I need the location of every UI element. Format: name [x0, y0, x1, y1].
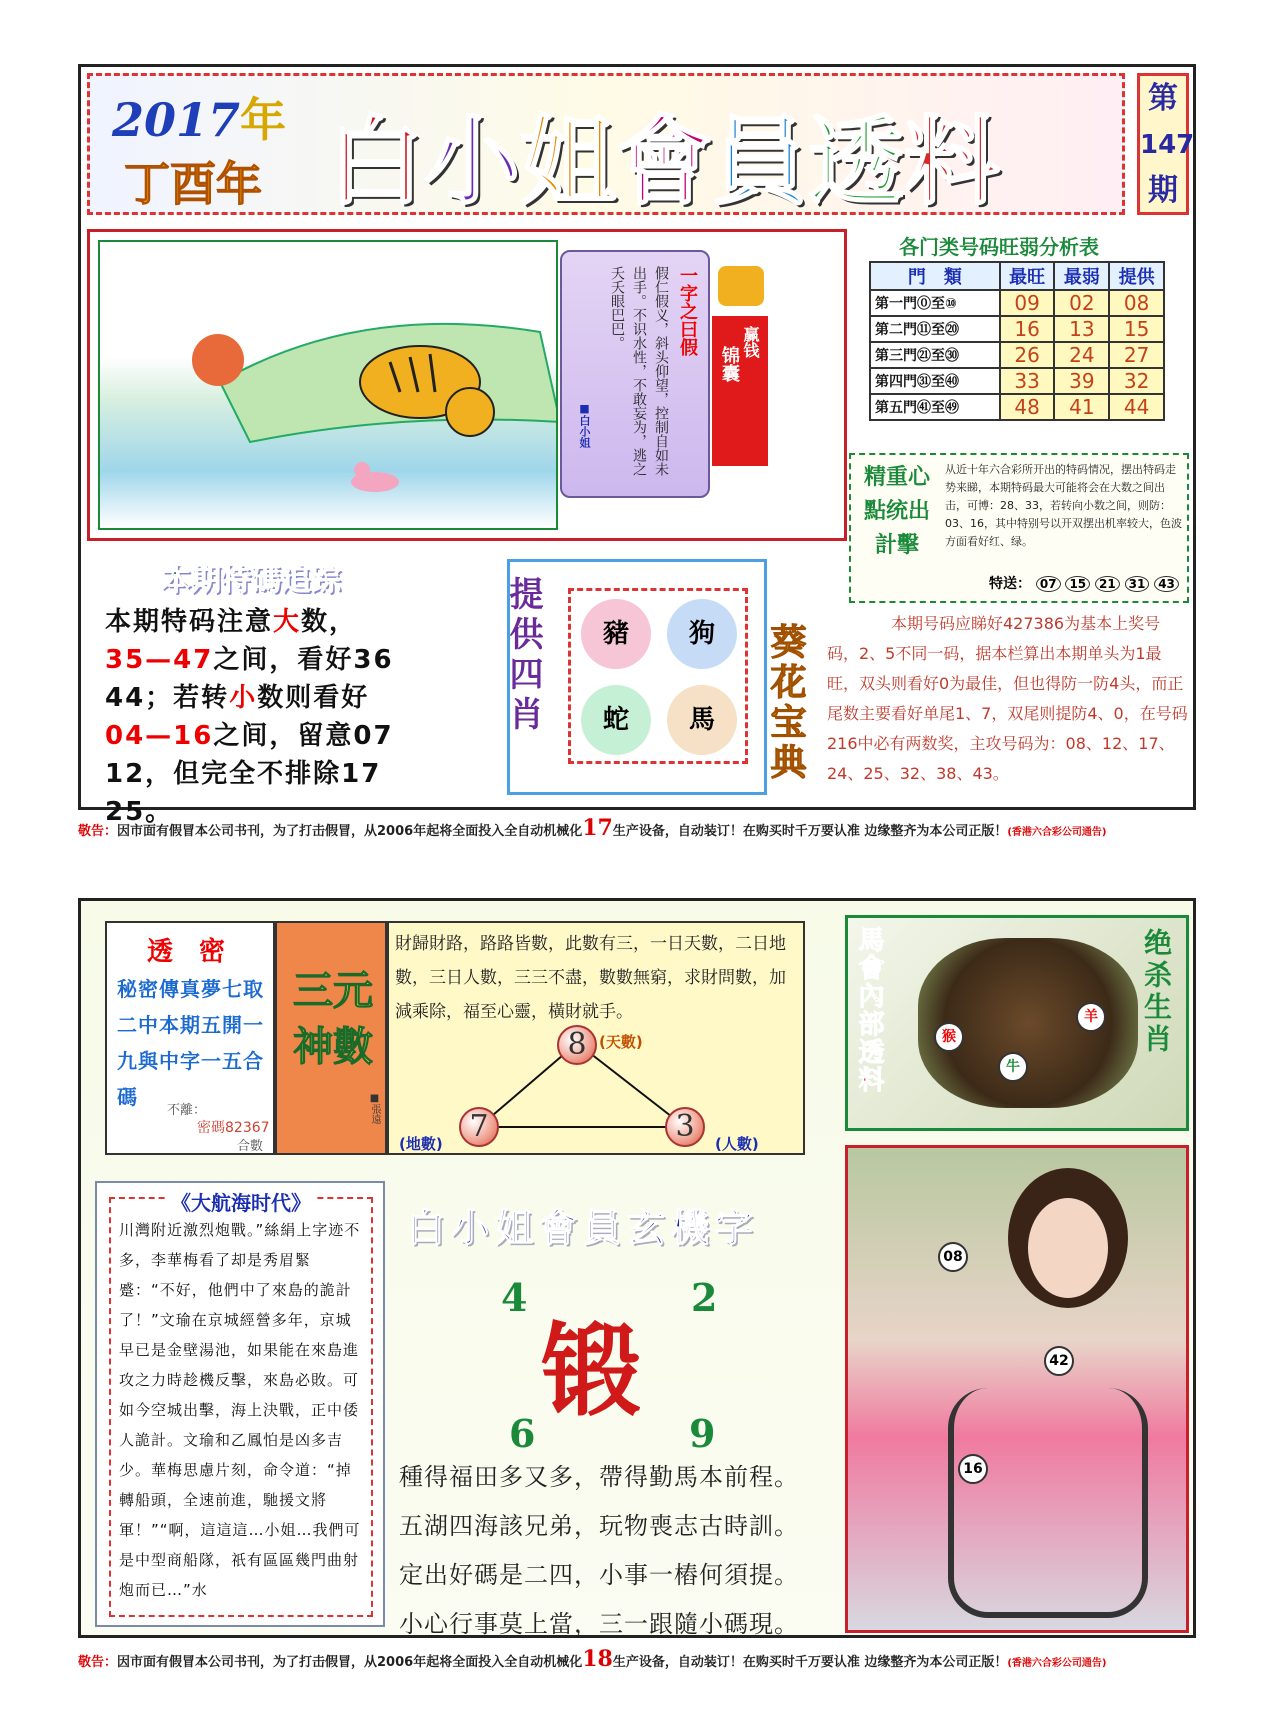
zodiac-tag: 牛	[998, 1052, 1028, 1082]
sanyuan-title: 三元神數	[293, 968, 373, 1070]
brocade-bag: 锦囊 赢钱	[712, 316, 768, 466]
number-tag: 16	[958, 1454, 988, 1484]
tiger-picture	[98, 240, 558, 530]
horse-side-title: 绝杀生肖	[1140, 928, 1173, 1056]
page-18	[78, 898, 1196, 1638]
scroll-text: 假仁假义，斜头仰望，控制自如未出手。不识水性，不敢妄为，逃之夭夭眼巴巴。	[609, 266, 669, 476]
sanyuan-text: 財歸財路，路路皆數，此數有三，一日天數，二日地數，三日人數，三三不盡，數數無窮，求財問數，加減乘除，福至心靈，橫財就手。	[395, 934, 786, 1022]
stats-row: 第一門⓪至⑩ 09 02 08	[870, 290, 1164, 316]
zodiac-pig-icon: 豬	[581, 599, 651, 669]
zodiac-dog-icon: 狗	[667, 599, 737, 669]
scroll-author: ■白小姐	[578, 402, 591, 448]
horse-title: 馬會內部透料	[854, 926, 884, 1094]
special-numbers: 特送： 07 15 21 31 43	[989, 573, 1179, 593]
page-17	[78, 64, 1196, 827]
story-title: 《大航海时代》	[167, 1187, 315, 1216]
zodiac-snake-icon: 蛇	[581, 685, 651, 755]
mystic-number: 9	[689, 1411, 716, 1456]
stats-header-row: 門 類 最旺 最弱 提供	[870, 262, 1164, 290]
human-number: 3	[665, 1107, 705, 1147]
bag-icon	[718, 266, 764, 306]
sanyuan-triangle	[389, 923, 807, 1157]
masthead	[87, 73, 1125, 218]
mystic-poem: 種得福田多又多，帶得勤馬本前程。 五湖四海該兄弟，玩物喪志古時訓。 定出好碼是二四，小事一樁何須提。 小心行事莫上當，三一跟隨小碼現。	[399, 1463, 799, 1638]
four-zodiac-box	[503, 559, 767, 795]
masthead-title: 白小姐會員透料	[328, 106, 1000, 218]
bicycle-shape	[948, 1388, 1148, 1618]
focus-box	[849, 453, 1189, 603]
girl-photo	[845, 1145, 1189, 1633]
sunflower-title: 葵花宝典	[765, 623, 806, 783]
stats-row: 第三門㉑至㉚ 26 24 27	[870, 342, 1164, 368]
tiger-illustration-frame	[87, 229, 847, 541]
mystic-number: 2	[691, 1275, 718, 1320]
heaven-number: 8	[557, 1025, 597, 1065]
number-tag: 08	[938, 1242, 968, 1272]
tracking-text: 本期特码注意大数， 35—47之间，看好36 44；若转小数则看好 04—16之间，留意07 12，但完全不排除17 25。	[105, 607, 394, 827]
mystic-number: 4	[501, 1275, 528, 1320]
zodiac-tag: 羊	[1076, 1002, 1106, 1032]
number-tag: 42	[1044, 1346, 1074, 1376]
scroll-banner	[560, 250, 710, 498]
mystic-character: 锻	[541, 1312, 641, 1430]
story-text: 川灣附近激烈炮戰。”絲絹上字迹不多，李華梅看了却是秀眉緊蹙：“不好，他們中了來島的詭計了！”文瑜在京城經營多年，京城早已是金壁湯池，如果能在來島進攻之力時趁機反擊，來島必敗。可如今空城出擊，海上決戰，正中倭人詭計。文瑜和乙鳳怕是凶多吉少。華梅思慮片刻，命令道：“掉轉船頭，全速前進，馳援文將軍！”“啊，這這這…小姐…我們可是中型商船隊，祇有區區幾門曲射炮而已…”水	[119, 1221, 361, 1599]
mystic-title: 白小姐會員玄機字	[407, 1206, 760, 1250]
tiger-drawing	[100, 242, 558, 530]
notice-bar-bottom: 敬告：因市面有假冒本公司书刊，为了打击假冒，从2006年起将全面投入全自动机械化18生产设备，自动装订！在购买时千万要认准 边缘整齐为本公司正版！(香港六合彩公司通告)	[78, 1646, 1107, 1672]
secret-box: 透 密 秘密傳真夢七取二中本期五開一九與中字一五合碼 不離： 密碼82367 合數	[105, 921, 275, 1155]
ganzhi-label: 丁酉年	[124, 157, 262, 211]
notice-bar-top: 敬告：因市面有假冒本公司书刊，为了打击假冒，从2006年起将全面投入全自动机械化17生产设备，自动装订！在购买时千万要认准 边缘整齐为本公司正版！(香港六合彩公司通告)	[78, 815, 1107, 841]
zodiac-horse-icon: 馬	[667, 685, 737, 755]
scroll-title: 一字之曰假	[677, 266, 698, 356]
four-zodiac-title: 提供四肖	[503, 576, 543, 736]
face-shape	[1028, 1198, 1108, 1298]
stats-row: 第五門㊶至㊾ 48 41 44	[870, 394, 1164, 420]
stats-row: 第四門㉛至㊵ 33 39 32	[870, 368, 1164, 394]
horse-panel	[845, 915, 1189, 1131]
focus-label: 精重心點统出計擊	[863, 465, 930, 558]
year-label: 2017年	[112, 93, 287, 147]
zodiac-grid	[568, 588, 748, 764]
sanyuan-panel: 三元神數 ■張遠	[275, 921, 387, 1155]
tracking-title: 本期特碼追踪	[161, 563, 341, 598]
sunflower-text: 本期号码应睇好427386为基本上奖号码，2、5不同一码，据本栏算出本期单头为1最旺，双头则看好0为最佳，但也得防一防4头，而正尾数主要看好单尾1、7，双尾则提防4、0，在号码216中必有两数奖，主攻号码为：08、12、17、24、25、32、38、43。	[827, 614, 1188, 783]
secret-text: 秘密傳真夢七取二中本期五開一九與中字一五合碼	[117, 977, 264, 1109]
mystic-number: 6	[509, 1411, 536, 1456]
issue-number: 第 147 期	[1137, 73, 1189, 215]
stats-table	[869, 261, 1165, 421]
sanyuan-content: 財歸財路，路路皆數，此數有三，一日天數，二日地數，三日人數，三三不盡，數數無窮，求財問數，加減乘除，福至心靈，橫財就手。 8 (天數) 7 (地數) 3 (人數)	[387, 921, 805, 1155]
secret-title: 透 密	[147, 937, 226, 967]
earth-number: 7	[459, 1107, 499, 1147]
zodiac-tag: 猴	[934, 1022, 964, 1052]
focus-text: 从近十年六合彩所开出的特码情况，摆出特码走势来睇，本期特码最大可能将会在大数之间出击，可博：28、33，若转向小数之间，则防：03、16，其中特别号以开双摆出机率较大，色波方面看好红、绿。	[945, 463, 1182, 548]
stats-row: 第二門⑪至⑳ 16 13 15	[870, 316, 1164, 342]
stats-title: 各门类号码旺弱分析表	[899, 235, 1099, 259]
story-box	[95, 1181, 385, 1627]
